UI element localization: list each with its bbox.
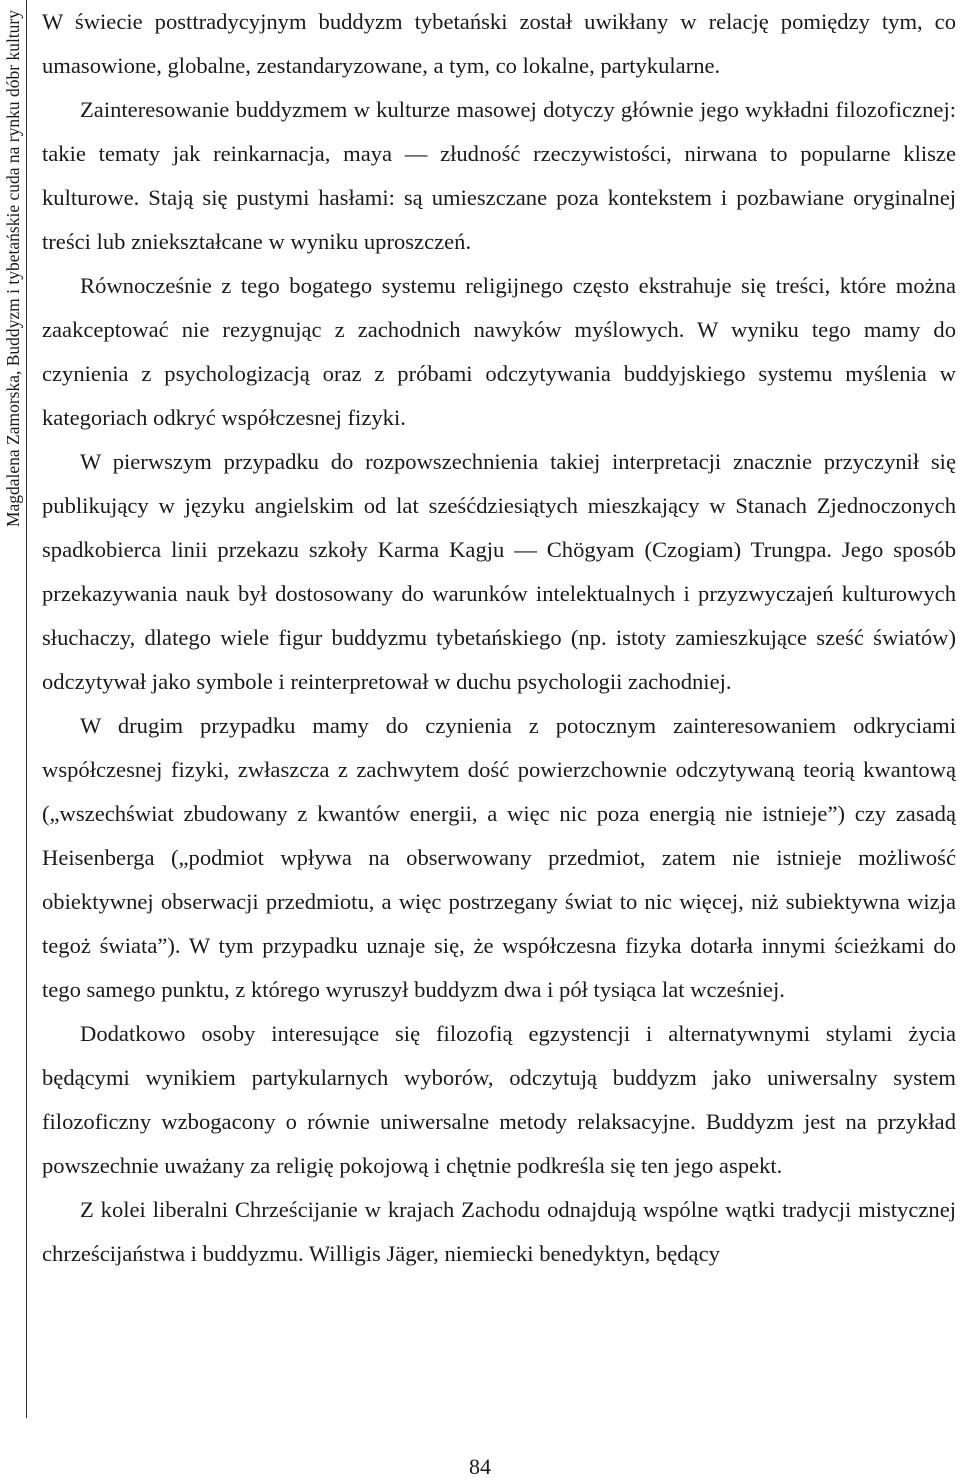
paragraph: Równocześnie z tego bogatego systemu religijnego często ekstrahuje się treści, które można zaakceptować nie rezygnując z zachodnich nawyków myślowych. W wyniku tego mamy do czynienia z psychologizacją oraz z próbami odczytywania buddyjskiego systemu myślenia w kategoriach odkryć współczesnej fizyki. xyxy=(42,273,956,430)
paragraph: W pierwszym przypadku do rozpowszechnienia takiej interpretacji znacznie przyczynił się publikujący w języku angielskim od lat sześćdziesiątych mieszkający w Stanach Zjednoczonych spadkobierca linii przekazu szkoły Karma Kagju — Chögyam (Czogiam) Trungpa. Jego sposób przekazywania nauk był dostosowany do warunków intelektualnych i przyzwyczajeń kulturowych słuchaczy, dlatego wiele figur buddyzmu tybetańskiego (np. istoty zamieszkujące sześć światów) odczytywał jako symbole i reinterpretował w duchu psychologii zachodniej. xyxy=(42,449,956,694)
paragraph: Z kolei liberalni Chrześcijanie w krajach Zachodu odnajdują wspólne wątki tradycji mistycznej chrześcijaństwa i buddyzmu. Willigis Jäger, niemiecki benedyktyn, będący xyxy=(42,1197,956,1266)
paragraph: Dodatkowo osoby interesujące się filozofią egzystencji i alternatywnymi stylami życia będącymi wynikiem partykularnych wyborów, odczytują buddyzm jako uniwersalny system filozoficzny wzbogacony o równie uniwersalne metody relaksacyjne. Buddyzm jest na przykład powszechnie uważany za religię pokojową i chętnie podkreśla się ten jego aspekt. xyxy=(42,1021,956,1178)
running-head-text: Magdalena Zamorska, Buddyzm i tybetańskie cuda na rynku dóbr kultury xyxy=(3,10,23,528)
page-number: 84 xyxy=(469,1454,491,1479)
margin-rule xyxy=(26,0,27,1418)
paragraph: Zainteresowanie buddyzmem w kulturze masowej dotyczy głównie jego wykładni filozoficznej: takie tematy jak reinkarnacja, maya — złudność rzeczywistości, nirwana to popularne klisze kulturowe. Stają się pustymi hasłami: są umieszczane poza kontekstem i pozbawiane oryginalnej treści lub zniekształcane w wyniku uproszczeń. xyxy=(42,97,956,254)
paragraph: W świecie posttradycyjnym buddyzm tybetański został uwikłany w relację pomiędzy tym, co umasowione, globalne, zestandaryzowane, a tym, co lokalne, partykularne. xyxy=(42,9,956,78)
paragraph: W drugim przypadku mamy do czynienia z potocznym zainteresowaniem odkryciami współczesnej fizyki, zwłaszcza z zachwytem dość powierzchownie odczytywaną teorią kwantową („wszechświat zbudowany z kwantów energii, a więc nic poza energią nie istnieje”) czy zasadą Heisenberga („podmiot wpływa na obserwowany przedmiot, zatem nie istnieje możliwość obiektywnej obserwacji przedmiotu, a więc postrzegany świat to nic więcej, niż subiektywna wizja tegoż świata”). W tym przypadku uznaje się, że współczesna fizyka dotarła innymi ścieżkami do tego samego punktu, z którego wyruszył buddyzm dwa i pół tysiąca lat wcześniej. xyxy=(42,713,956,1002)
running-head xyxy=(0,0,26,1420)
body-text xyxy=(42,0,956,1276)
